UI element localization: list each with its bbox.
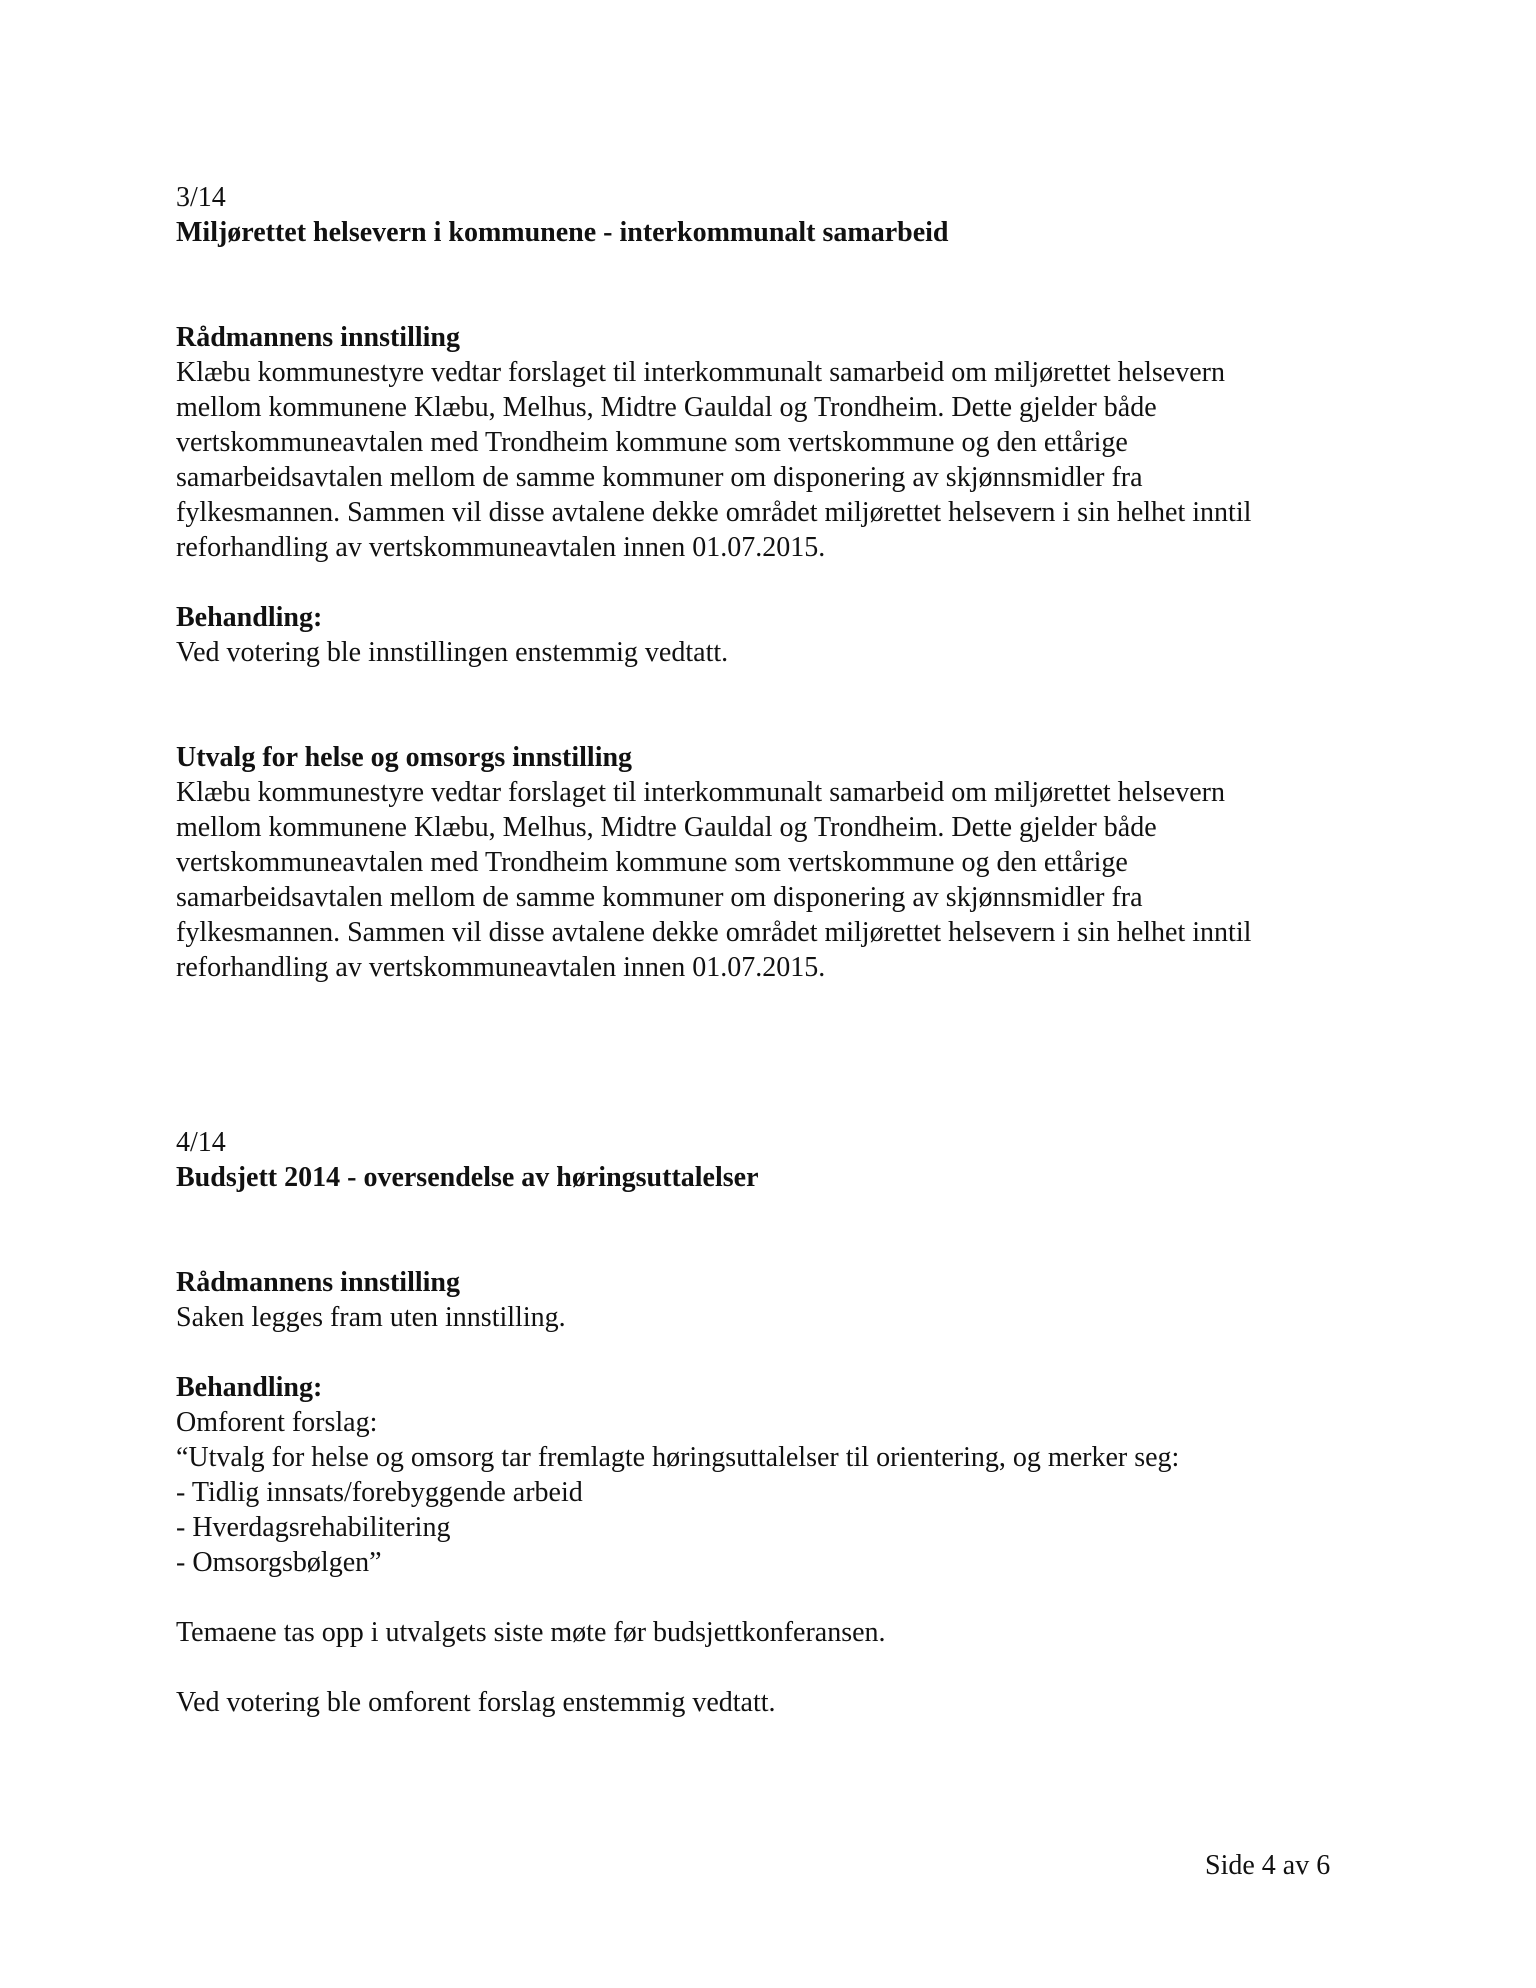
recommendation-text [176, 355, 1376, 565]
text-line: reforhandling av vertskommuneavtalen innen 01.07.2015. [176, 952, 826, 983]
text-line: fylkesmannen. Sammen vil disse avtalene dekke området miljørettet helsevern i sin helhet inntil [176, 497, 1252, 528]
vote-text: Ved votering ble omforent forslag enstemmig vedtatt. [176, 1687, 776, 1718]
text-line: fylkesmannen. Sammen vil disse avtalene dekke området miljørettet helsevern i sin helhet inntil [176, 917, 1252, 948]
text-line: mellom kommunene Klæbu, Melhus, Midtre Gauldal og Trondheim. Dette gjelder både [176, 812, 1157, 843]
text-line: samarbeidsavtalen mellom de samme kommuner om disponering av skjønnsmidler fra [176, 462, 1143, 493]
recommendation-text: Saken legges fram uten innstilling. [176, 1302, 566, 1333]
committee-heading: Utvalg for helse og omsorgs innstilling [176, 742, 633, 773]
page-number: Side 4 av 6 [1205, 1850, 1331, 1881]
text-line: mellom kommunene Klæbu, Melhus, Midtre Gauldal og Trondheim. Dette gjelder både [176, 392, 1157, 423]
recommendation-heading: Rådmannens innstilling [176, 1267, 460, 1298]
treatment-text [176, 1405, 1376, 1580]
text-line: Omforent forslag: [176, 1407, 378, 1438]
treatment-heading: Behandling: [176, 602, 323, 633]
document-page [176, 180, 1376, 1720]
treatment-heading: Behandling: [176, 1372, 323, 1403]
recommendation-heading: Rådmannens innstilling [176, 322, 460, 353]
case-title: Miljørettet helsevern i kommunene - interkommunalt samarbeid [176, 217, 949, 248]
list-item: - Tidlig innsats/forebyggende arbeid [176, 1477, 583, 1508]
text-line: Klæbu kommunestyre vedtar forslaget til interkommunalt samarbeid om miljørettet helsevern [176, 777, 1225, 808]
list-item: - Omsorgsbølgen” [176, 1547, 382, 1578]
case-title: Budsjett 2014 - oversendelse av høringsuttalelser [176, 1162, 759, 1193]
case-number: 3/14 [176, 182, 226, 213]
note-text: Temaene tas opp i utvalgets siste møte før budsjettkonferansen. [176, 1617, 886, 1648]
text-line: vertskommuneavtalen med Trondheim kommune som vertskommune og den ettårige [176, 847, 1128, 878]
text-line: reforhandling av vertskommuneavtalen innen 01.07.2015. [176, 532, 826, 563]
treatment-text: Ved votering ble innstillingen enstemmig vedtatt. [176, 637, 729, 668]
text-line: vertskommuneavtalen med Trondheim kommune som vertskommune og den ettårige [176, 427, 1128, 458]
text-line: samarbeidsavtalen mellom de samme kommuner om disponering av skjønnsmidler fra [176, 882, 1143, 913]
case-number: 4/14 [176, 1127, 226, 1158]
text-line: “Utvalg for helse og omsorg tar fremlagte høringsuttalelser til orientering, og merker seg: [176, 1442, 1180, 1473]
committee-text [176, 775, 1376, 985]
list-item: - Hverdagsrehabilitering [176, 1512, 451, 1543]
text-line: Klæbu kommunestyre vedtar forslaget til interkommunalt samarbeid om miljørettet helsevern [176, 357, 1225, 388]
